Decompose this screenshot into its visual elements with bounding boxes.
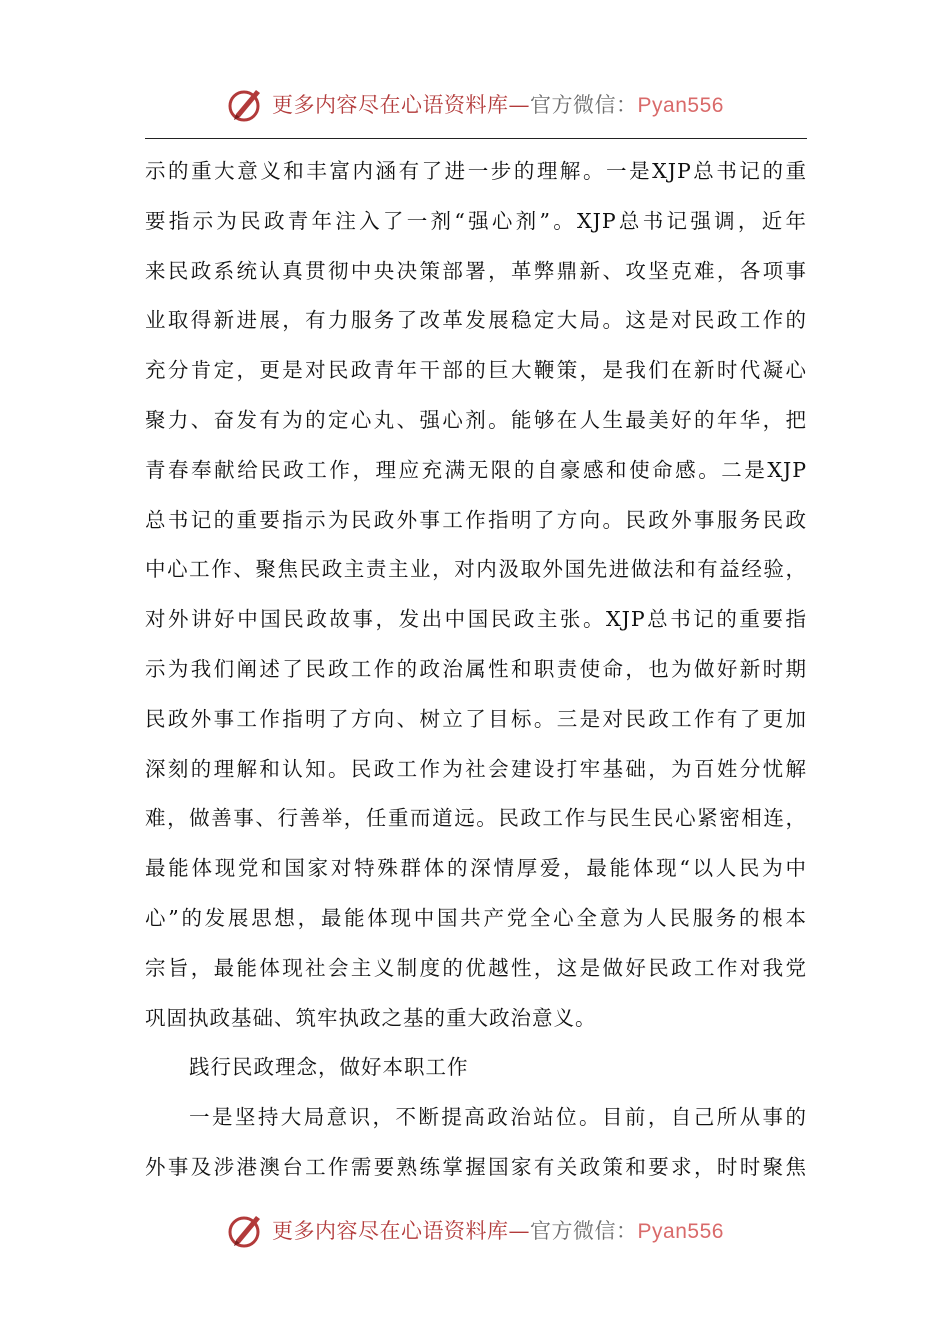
banner-main-text: 更多内容尽在心语资料库 [272,1219,509,1243]
banner-wechat-id: Pyan556 [637,1220,724,1243]
text-line: 宗旨，最能体现社会主义制度的优越性，这是做好民政工作对我党 [145,955,807,980]
text-line: 要指示为民政青年注入了一剂“强心剂”。XJP总书记强调，近年 [145,208,807,233]
text-line: 最能体现党和国家对特殊群体的深情厚爱，最能体现“以人民为中 [145,856,807,881]
paragraph-end-line: 巩固执政基础、筑牢执政之基的重大政治意义。 [145,1005,597,1030]
banner-dash: — [508,93,531,117]
banner-dash: — [508,1219,531,1243]
text-line: 中心工作、聚焦民政主责主业，对内汲取外国先进做法和有益经验， [145,557,807,582]
text-line: 对外讲好中国民政故事，发出中国民政主张。XJP总书记的重要指 [145,607,807,632]
banner-wechat-label: 官方微信： [530,93,638,117]
text-line: 青春奉献给民政工作，理应充满无限的自豪感和使命感。二是XJP [145,457,807,482]
text-line: 来民政系统认真贯彻中央决策部署，革弊鼎新、攻坚克难，各项事 [145,258,807,283]
header-rule [145,138,807,139]
banner-main-text: 更多内容尽在心语资料库 [272,93,509,117]
text-line: 心”的发展思想，最能体现中国共产党全心全意为人民服务的根本 [145,905,807,930]
text-line: 业取得新进展，有力服务了改革发展稳定大局。这是对民政工作的 [145,308,807,333]
section-heading: 践行民政理念，做好本职工作 [189,1055,469,1080]
pen-circle-logo-icon [226,1210,266,1250]
header-banner [0,82,950,126]
footer-banner [0,1208,950,1252]
footer-banner-text [272,1215,724,1245]
banner-wechat-label: 官方微信： [530,1219,638,1243]
text-line: 示的重大意义和丰富内涵有了进一步的理解。一是XJP总书记的重 [145,159,807,183]
paragraph-start-line: 一是坚持大局意识，不断提高政治站位。目前，自己所从事的 [189,1105,807,1130]
pen-circle-logo-icon [226,84,266,124]
text-line: 难，做善事、行善举，任重而道远。民政工作与民生民心紧密相连， [145,806,807,831]
text-line: 深刻的理解和认知。民政工作为社会建设打牢基础，为百姓分忧解 [145,756,807,781]
banner-wechat-id: Pyan556 [637,94,724,117]
document-body [145,147,807,1193]
text-line: 民政外事工作指明了方向、树立了目标。三是对民政工作有了更加 [145,706,807,731]
text-line: 外事及涉港澳台工作需要熟练掌握国家有关政策和要求，时时聚焦 [145,1154,807,1179]
text-line: 充分肯定，更是对民政青年干部的巨大鞭策，是我们在新时代凝心 [145,358,807,383]
text-line: 总书记的重要指示为民政外事工作指明了方向。民政外事服务民政 [145,507,807,532]
text-line: 示为我们阐述了民政工作的政治属性和职责使命，也为做好新时期 [145,656,807,681]
header-banner-text [272,89,724,119]
text-line: 聚力、奋发有为的定心丸、强心剂。能够在人生最美好的年华，把 [145,407,807,432]
